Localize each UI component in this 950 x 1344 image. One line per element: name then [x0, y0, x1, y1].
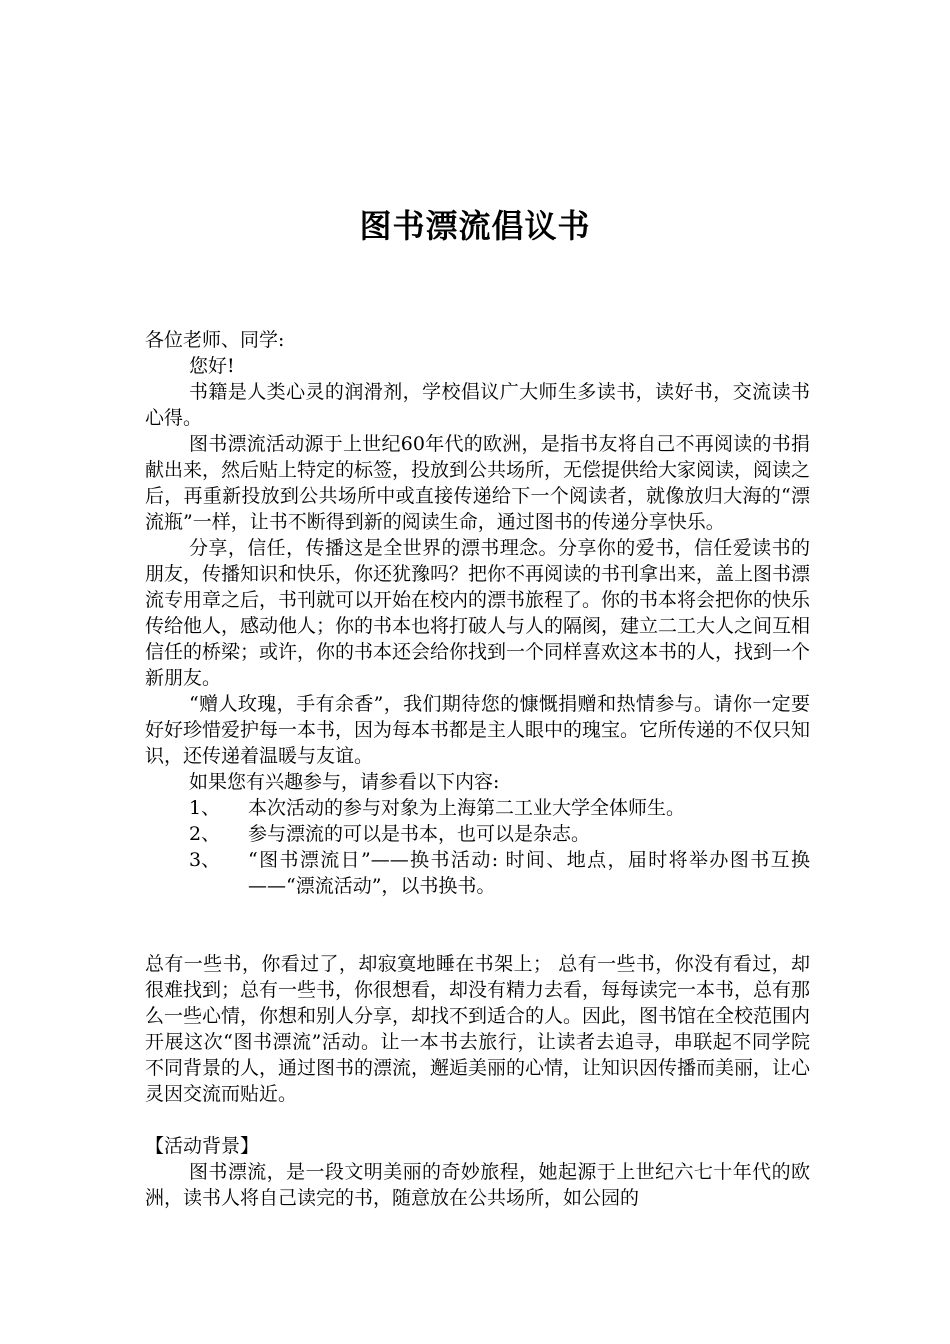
- section-paragraph: 图书漂流，是一段文明美丽的奇妙旅程，她起源于上世纪六七十年代的欧洲，读书人将自己读完的书，随意放在公共场所，如公园的: [145, 1161, 810, 1209]
- list-item-number: 2、: [189, 823, 221, 845]
- list-item-text: 参与漂流的可以是书本，也可以是杂志。: [248, 823, 591, 845]
- paragraph-interest: 如果您有兴趣参与，请参看以下内容:: [189, 771, 500, 793]
- salutation: 各位老师、同学:: [145, 329, 285, 351]
- activity-list: [145, 795, 810, 899]
- section-heading: 【活动背景】: [145, 1135, 260, 1157]
- document-title: 图书漂流倡议书: [359, 207, 591, 245]
- list-item: [145, 847, 810, 899]
- spacer: [145, 1107, 810, 1133]
- list-item-text: 本次活动的参与对象为上海第二工业大学全体师生。: [248, 797, 686, 819]
- list-item-text: “图书漂流日”——换书活动: 时间、地点，届时将举办图书互换——“漂流活动”，以书换书。: [248, 849, 810, 897]
- list-item: [145, 795, 810, 821]
- paragraph-origin: 图书漂流活动源于上世纪60年代的欧洲，是指书友将自己不再阅读的书捐献出来，然后贴上特定的标签，投放到公共场所，无偿提供给大家阅读，阅读之后，再重新投放到公共场所中或直接传递给下一个阅读者，就像放归大海的“漂流瓶”一样，让书不断得到新的阅读生命，通过图书的传递分享快乐。: [145, 433, 811, 533]
- list-item: [145, 821, 810, 847]
- closing-paragraph: 总有一些书，你看过了，却寂寞地睡在书架上； 总有一些书，你没有看过，却很难找到；总有一些书，你很想看，却没有精力去看，每每读完一本书，总有那么一些心情，你想和别人分享，却找不到适合的人。因此，图书馆在全校范围内开展这次“图书漂流”活动。让一本书去旅行，让读者去追寻，串联起不同学院不同背景的人，通过图书的漂流，邂逅美丽的心情，让知识因传播而美丽，让心灵因交流而贴近。: [145, 953, 811, 1105]
- paragraph-intro: 书籍是人类心灵的润滑剂，学校倡议广大师生多读书，读好书，交流读书心得。: [145, 381, 810, 429]
- list-item-number: 3、: [189, 849, 221, 871]
- paragraph-philosophy: 分享，信任，传播这是全世界的漂书理念。分享你的爱书，信任爱读书的朋友，传播知识和快乐，你还犹豫吗？把你不再阅读的书刊拿出来，盖上图书漂流专用章之后，书刊就可以开始在校内的漂书旅程了。你的书本将会把你的快乐传给他人，感动他人；你的书本也将打破人与人的隔阂，建立二工大人之间互相信任的桥梁；或许，你的书本还会给你找到一个同样喜欢这本书的人，找到一个新朋友。: [145, 537, 811, 689]
- paragraph-roses: “赠人玫瑰，手有余香”，我们期待您的慷慨捐赠和热情参与。请你一定要好好珍惜爱护每一本书，因为每本书都是主人眼中的瑰宝。它所传递的不仅只知识，还传递着温暖与友谊。: [145, 693, 811, 767]
- greeting: 您好!: [189, 355, 235, 377]
- list-item-number: 1、: [189, 797, 221, 819]
- spacer: [145, 899, 810, 951]
- document-body: [145, 327, 810, 1211]
